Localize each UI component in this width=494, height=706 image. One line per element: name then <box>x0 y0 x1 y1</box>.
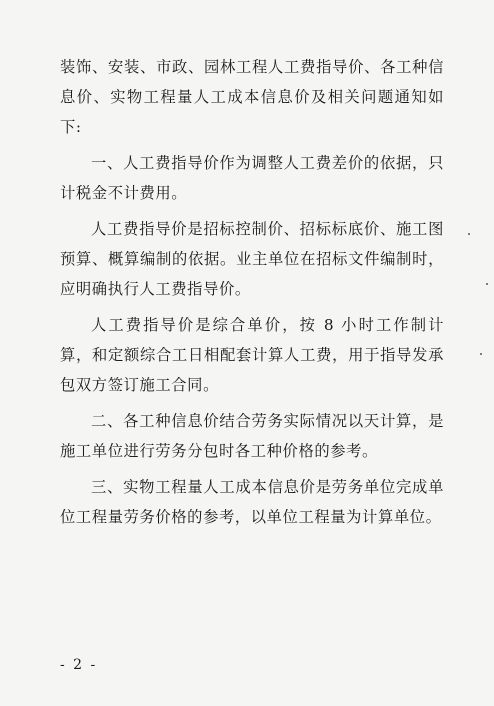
paragraph-item-1: 一、人工费指导价作为调整人工费差价的依据，只计税金不计费用。 <box>60 154 444 202</box>
paragraph-item-1-detail-a: 人工费指导价是招标控制价、招标标底价、施工图预算、概算编制的依据。业主单位在招标文件编制时，应明确执行人工费指导价。 <box>60 220 444 298</box>
document-body <box>60 52 444 538</box>
paragraph-intro: 装饰、安装、市政、园林工程人工费指导价、各工种信息价、实物工程量人工成本信息价及相关问题通知如下: <box>60 58 444 136</box>
scan-speck <box>468 233 470 235</box>
paragraph-item-2: 二、各工种信息价结合劳务实际情况以天计算，是施工单位进行劳务分包时各工种价格的参考。 <box>60 412 444 460</box>
scan-speck <box>486 283 488 285</box>
page-number: - 2 - <box>60 657 98 673</box>
paragraph-item-3: 三、实物工程量人工成本信息价是劳务单位完成单位工程量劳务价格的参考，以单位工程量为计算单位。 <box>60 478 444 526</box>
scan-speck <box>480 353 482 355</box>
paragraph-item-1-detail-b: 人工费指导价是综合单价，按 8 小时工作制计算，和定额综合工日相配套计算人工费，用于指导发承包双方签订施工合同。 <box>60 316 444 394</box>
